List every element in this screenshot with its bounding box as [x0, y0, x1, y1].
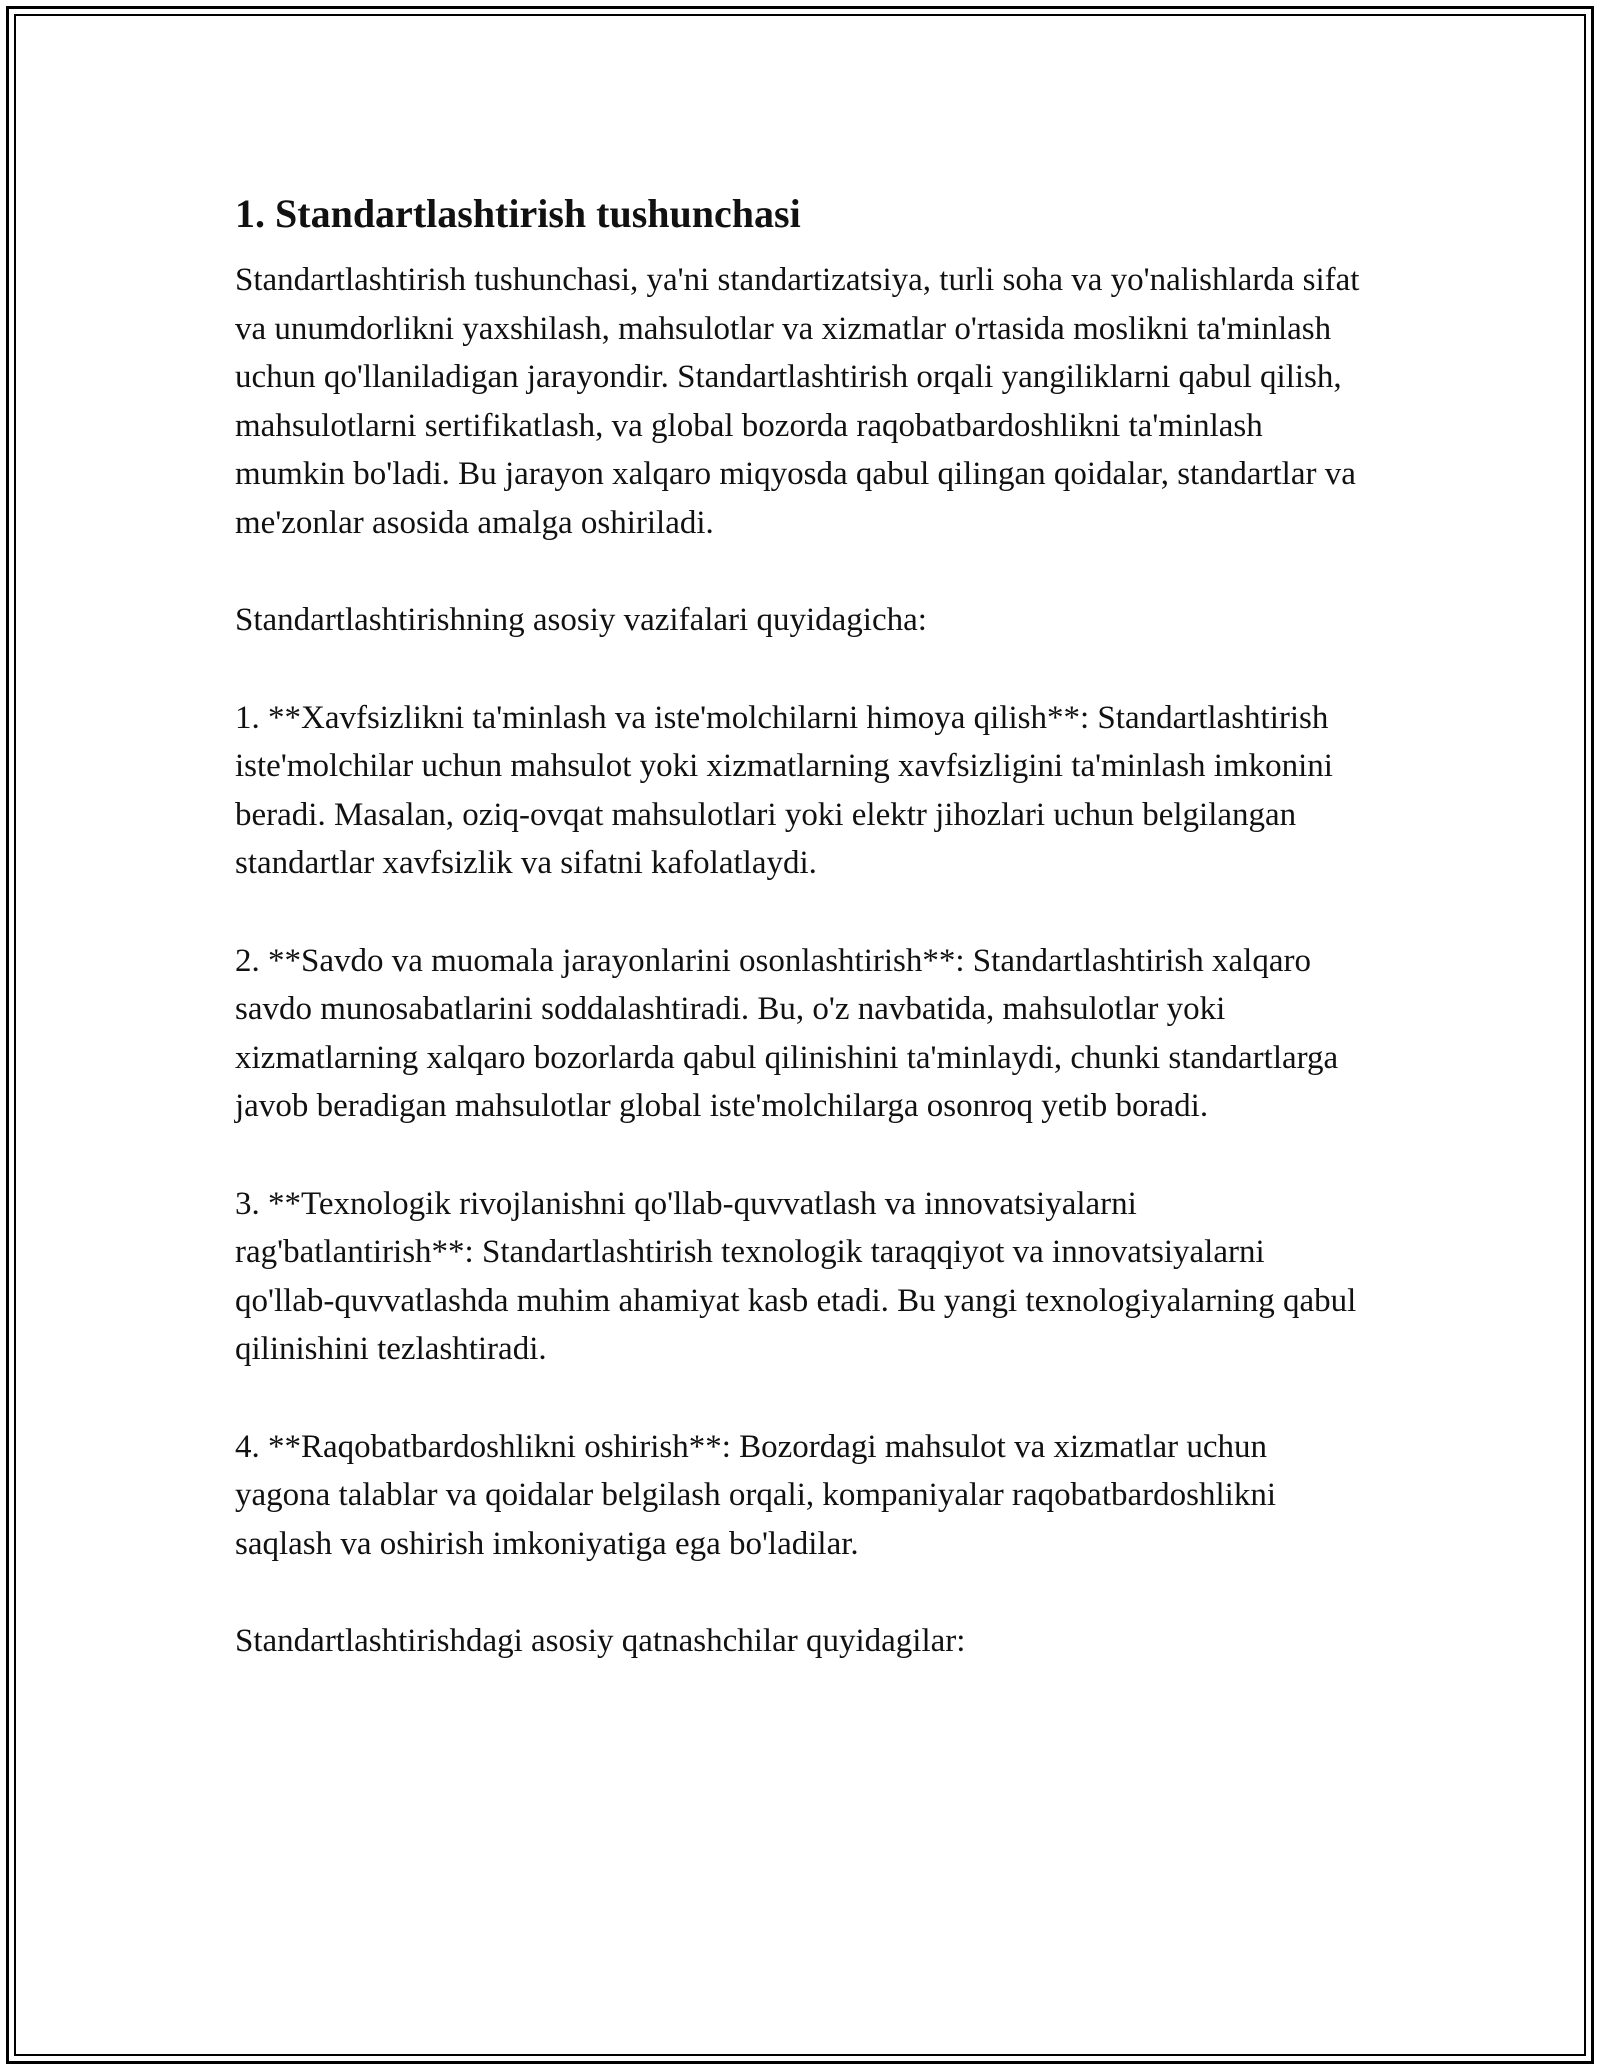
paragraph-item-3: 3. **Texnologik rivojlanishni qo'llab-quvvatlash va innovatsiyalarni rag'batlantirish**: Standartlashtirish texnologik taraqqiyot va innovatsiyalarni qo'llab-quvvatlashda muhim ahamiyat kasb etadi. Bu yangi texnologiyalarning qabul qilinishini tezlashtiradi. — [235, 1185, 1357, 1367]
document-body — [235, 186, 1365, 1715]
paragraph-item-4: 4. **Raqobatbardoshlikni oshirish**: Bozordagi mahsulot va xizmatlar uchun yagona talablar va qoidalar belgilash orqali, kompaniyalar raqobatbardoshlikni saqlash va oshirish imkoniyatiga ega bo'ladilar. — [235, 1428, 1276, 1562]
section-title: 1. Standartlashtirish tushunchasi — [235, 191, 801, 236]
paragraph-tasks-heading: Standartlashtirishning asosiy vazifalari quyidagicha: — [235, 602, 927, 638]
paragraph-item-1: 1. **Xavfsizlikni ta'minlash va iste'molchilarni himoya qilish**: Standartlashtirish iste'molchilar uchun mahsulot yoki xizmatlarning xavfsizligini ta'minlash imkonini beradi. Masalan, oziq-ovqat mahsulotlari yoki elektr jihozlari uchun belgilangan standartlar xavfsizlik va sifatni kafolatlaydi. — [235, 699, 1333, 881]
paragraph-participants-heading: Standartlashtirishdagi asosiy qatnashchilar quyidagilar: — [235, 1623, 966, 1659]
paragraph-item-2: 2. **Savdo va muomala jarayonlarini osonlashtirish**: Standartlashtirish xalqaro savdo munosabatlarini soddalashtiradi. Bu, o'z navbatida, mahsulotlar yoki xizmatlarning xalqaro bozorlarda qabul qilinishini ta'minlaydi, chunki standartlarga javob beradigan mahsulotlar global iste'molchilarga osonroq yetib boradi. — [235, 942, 1339, 1124]
paragraph-intro: Standartlashtirish tushunchasi, ya'ni standartizatsiya, turli soha va yo'nalishlarda sifat va unumdorlikni yaxshilash, mahsulotlar va xizmatlar o'rtasida moslikni ta'minlash uchun qo'llaniladigan jarayondir. Standartlashtirish orqali yangiliklarni qabul qilish, mahsulotlarni sertifikatlash, va global bozorda raqobatbardoshlikni ta'minlash mumkin bo'ladi. Bu jarayon xalqaro miqyosda qabul qilingan qoidalar, standartlar va me'zonlar asosida amalga oshiriladi. — [235, 262, 1360, 541]
